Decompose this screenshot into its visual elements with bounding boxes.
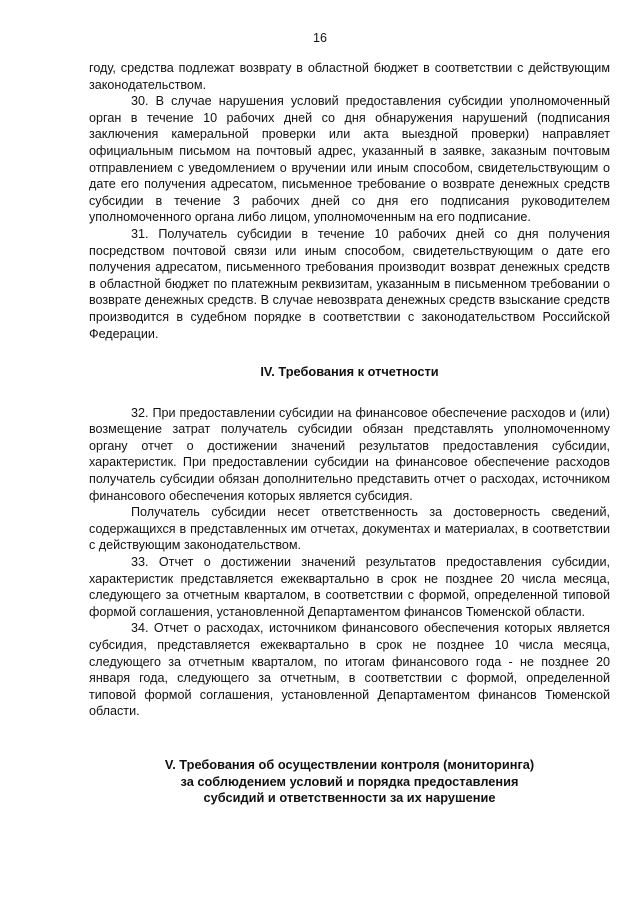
section-4-heading: IV. Требования к отчетности	[260, 364, 439, 380]
paragraph-30: 30. В случае нарушения условий предоставления субсидии уполномоченный орган в течение 10 рабочих дней со дня обнаружения нарушений (подписания заключения камеральной проверки или акта выездной проверки) направляет официальным письмом на почтовый адрес, указанный в заявке, заказным почтовым отправлением с уведомлением о вручении или иным способом, свидетельствующим о дате его получения адресатом, письменное требование о возврате денежных средств субсидии в течение 3 рабочих дней со дня его подписания руководителем уполномоченного органа либо лицом, уполномоченным на его подписание.	[89, 94, 610, 225]
paragraph-33: 33. Отчет о достижении значений результатов предоставления субсидии, характеристик представляется ежеквартально в срок не позднее 20 числа месяца, следующего за отчетным кварталом, в соответствии с формой, определенной типовой формой соглашения, установленной Департаментом финансов Тюменской области.	[89, 555, 610, 619]
page-content	[89, 60, 610, 807]
paragraph-34: 34. Отчет о расходах, источником финансового обеспечения которых является субсидия, представляется ежеквартально в срок не позднее 10 числа месяца, следующего за отчетным кварталом, по итогам финансового года - не позднее 20 января года, следующего за отчетным, в соответствии с формой, определенной типовой формой соглашения, установленной Департаментом финансов Тюменской области.	[89, 621, 610, 719]
section-5-heading-line: V. Требования об осуществлении контроля (мониторинга)	[164, 756, 535, 772]
section-5-heading-line: за соблюдением условий и порядка предоставления	[180, 773, 519, 789]
section-5-heading	[89, 757, 610, 807]
paragraph-continuation: году, средства подлежат возврату в областной бюджет в соответствии с действующим законодательством.	[89, 61, 610, 92]
section-5-heading-line: субсидий и ответственности за их нарушение	[203, 790, 496, 806]
page-number: 16	[313, 31, 327, 45]
paragraph-31: 31. Получатель субсидии в течение 10 рабочих дней со дня получения посредством почтовой связи или иным способом, свидетельствующим о дате его получения адресатом, письменного требования производит возврат денежных средств в областной бюджет по платежным реквизитам, указанным в письменном требовании о возврате денежных средств. В случае невозврата денежных средств взыскание средств производится в судебном порядке в соответствии с законодательством Российской Федерации.	[89, 226, 610, 341]
paragraph-32: 32. При предоставлении субсидии на финансовое обеспечение расходов и (или) возмещение затрат получатель субсидии обязан представлять уполномоченному органу отчет о достижении значений результатов предоставления субсидии, характеристик. При предоставлении субсидии на финансовое обеспечение расходов получатель субсидии обязан дополнительно представить отчет о расходах, источником финансового обеспечения которых является субсидия.	[89, 405, 610, 503]
paragraph-32-responsibility: Получатель субсидии несет ответственность за достоверность сведений, содержащихся в представленных им отчетах, документах и материалах, в соответствии с действующим законодательством.	[89, 505, 610, 553]
